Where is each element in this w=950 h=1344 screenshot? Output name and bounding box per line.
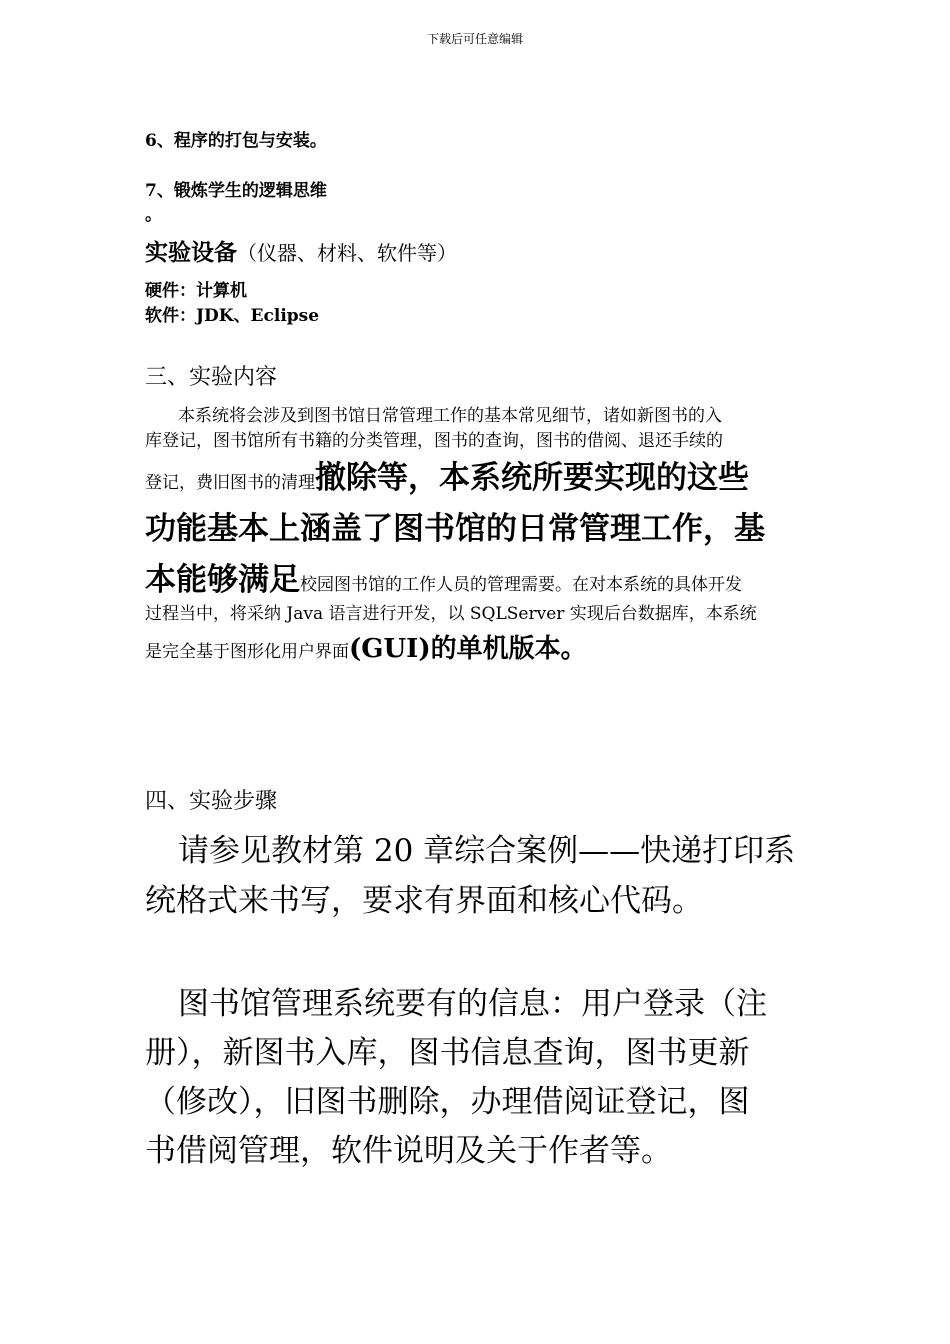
section-4-p1-line-1: 请参见教材第 20 章综合案例——快递打印系 — [178, 833, 796, 869]
section-4-p2-line-2: 册），新图书入库，图书信息查询，图书更新 — [145, 1035, 750, 1071]
list-item-7: 7、锻炼学生的逻辑思维 — [145, 181, 327, 201]
section-3-line-3 — [145, 452, 749, 497]
section-3-heading: 三、实验内容 — [145, 365, 278, 390]
section-3-line-3-small: 登记，费旧图书的清理 — [145, 473, 315, 493]
section-3-line-7 — [145, 628, 587, 665]
equipment-heading-paren: （仪器、材料、软件等） — [237, 241, 457, 265]
list-item-7-continuation: 。 — [145, 205, 162, 225]
section-3-line-7-big: (GUI)的单机版本。 — [349, 634, 587, 664]
section-3-line-2: 库登记，图书馆所有书籍的分类管理，图书的查询，图书的借阅、退还手续的 — [145, 431, 723, 451]
section-3-line-5-small: 校园图书馆的工作人员的管理需要。在对本系统的具体开发 — [300, 575, 742, 595]
section-4-p2-line-4: 书借阅管理，软件说明及关于作者等。 — [145, 1133, 672, 1169]
page-header-note: 下载后可任意编辑 — [426, 32, 523, 46]
section-3-line-5-big: 本能够满足 — [145, 562, 300, 598]
hardware-line: 硬件：计算机 — [145, 281, 247, 301]
software-line: 软件：JDK、Eclipse — [145, 306, 320, 326]
section-4-p1-line-2: 统格式来书写，要求有界面和核心代码。 — [145, 883, 703, 919]
section-3-line-5 — [145, 554, 742, 599]
list-item-6: 6、程序的打包与安装。 — [145, 131, 327, 151]
section-4-p2-line-1: 图书馆管理系统要有的信息：用户登录（注 — [178, 986, 767, 1022]
section-3-line-3-big: 撤除等，本系统所要实现的这些 — [315, 460, 749, 496]
section-4-heading: 四、实验步骤 — [145, 789, 278, 814]
equipment-heading-row — [145, 234, 457, 267]
section-3-line-7-small: 是完全基于图形化用户界面 — [145, 642, 349, 662]
equipment-heading: 实验设备 — [145, 239, 237, 266]
section-3-line-6: 过程当中，将采纳 Java 语言进行开发，以 SQLServer 实现后台数据库，本系统 — [145, 604, 757, 624]
section-3-line-4: 功能基本上涵盖了图书馆的日常管理工作，基 — [145, 511, 765, 547]
section-3-line-1: 本系统将会涉及到图书馆日常管理工作的基本常见细节，诸如新图书的入 — [178, 406, 722, 426]
section-4-p2-line-3: （修改），旧图书删除，办理借阅证登记，图 — [145, 1084, 750, 1120]
